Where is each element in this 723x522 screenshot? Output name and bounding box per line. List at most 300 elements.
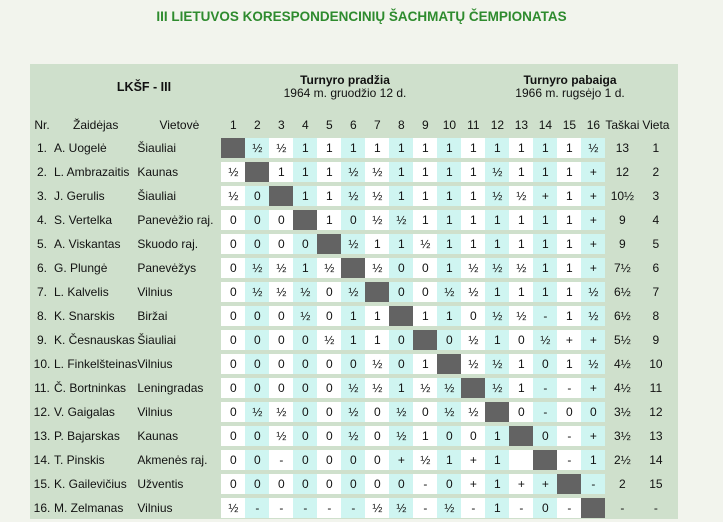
result-cell: 1 xyxy=(437,210,461,230)
result-cell: 1 xyxy=(509,378,533,398)
row-number: 6. xyxy=(36,261,47,275)
result-cell: 1 xyxy=(317,210,341,230)
result-cell: + xyxy=(533,474,557,494)
result-cell: 0 xyxy=(317,402,341,422)
result-cell: 1 xyxy=(461,186,485,206)
result-cell: 0 xyxy=(389,354,413,374)
points-value: 4½ xyxy=(614,357,631,371)
result-cell: 1 xyxy=(485,474,509,494)
player-name: G. Plungė xyxy=(54,261,108,275)
result-cell: 1 xyxy=(557,210,581,230)
place-value: 2 xyxy=(652,165,660,179)
result-cell: 0 xyxy=(221,354,245,374)
result-cell: + xyxy=(581,378,605,398)
result-cell: + xyxy=(581,330,605,350)
result-cell: 0 xyxy=(341,450,365,470)
col-player: Žaidėjas xyxy=(73,118,119,132)
result-cell: 0 xyxy=(389,474,413,494)
player-city: Vilnius xyxy=(137,405,173,419)
table-row xyxy=(30,450,672,470)
result-cell: 0 xyxy=(245,426,269,446)
result-cell: 1 xyxy=(389,234,413,254)
group-label: LKŠF - III xyxy=(116,80,172,94)
result-cell: 0 xyxy=(317,306,341,326)
result-cell: 1 xyxy=(485,234,509,254)
result-cell: + xyxy=(557,330,581,350)
result-cell: 1 xyxy=(389,138,413,158)
result-cell: 1 xyxy=(485,330,509,350)
result-cell: 0 xyxy=(221,426,245,446)
result-cell: 1 xyxy=(437,186,461,206)
result-cell: ½ xyxy=(413,450,437,470)
player-name: S. Vertelka xyxy=(54,213,113,227)
result-cell: 0 xyxy=(269,234,293,254)
row-number: 10. xyxy=(33,357,51,371)
result-cell: 0 xyxy=(269,210,293,230)
result-cell: 1 xyxy=(533,234,557,254)
place-value: 6 xyxy=(652,261,660,275)
table-row xyxy=(30,162,672,182)
result-cell: + xyxy=(509,474,533,494)
result-cell: - xyxy=(245,498,269,518)
result-cell: ½ xyxy=(437,378,461,398)
row-number: 7. xyxy=(36,285,47,299)
result-cell: 0 xyxy=(221,234,245,254)
result-cell: 0 xyxy=(317,426,341,446)
result-cell: + xyxy=(461,450,485,470)
player-name: L. Ambrazaitis xyxy=(54,165,130,179)
result-cell: + xyxy=(581,426,605,446)
result-cell: 0 xyxy=(221,306,245,326)
self-cell xyxy=(221,138,245,158)
result-cell: ½ xyxy=(581,354,605,374)
result-cell: 1 xyxy=(485,138,509,158)
result-cell: 1 xyxy=(293,186,317,206)
col-opponent-4: 4 xyxy=(302,118,309,132)
place-value: 13 xyxy=(649,429,663,443)
result-cell: 1 xyxy=(389,162,413,182)
result-cell: 0 xyxy=(245,234,269,254)
result-cell: 1 xyxy=(557,306,581,326)
col-opponent-3: 3 xyxy=(278,118,285,132)
result-cell: 1 xyxy=(557,258,581,278)
self-cell xyxy=(389,306,413,326)
row-number: 4. xyxy=(36,213,47,227)
table-row xyxy=(30,354,672,374)
result-cell: ½ xyxy=(341,402,365,422)
result-cell: ½ xyxy=(389,426,413,446)
result-cell: ½ xyxy=(461,282,485,302)
result-cell: + xyxy=(581,234,605,254)
result-cell: 1 xyxy=(293,138,317,158)
result-cell: 0 xyxy=(269,306,293,326)
result-cell: - xyxy=(557,378,581,398)
result-cell: ½ xyxy=(461,354,485,374)
result-cell: 0 xyxy=(461,426,485,446)
self-cell xyxy=(437,354,461,374)
place-value: 10 xyxy=(649,357,663,371)
result-cell: 1 xyxy=(413,306,437,326)
result-cell: 0 xyxy=(293,330,317,350)
self-cell xyxy=(461,378,485,398)
result-cell: 0 xyxy=(293,426,317,446)
result-cell: ½ xyxy=(269,426,293,446)
result-cell: ½ xyxy=(221,498,245,518)
place-value: 1 xyxy=(652,141,660,155)
result-cell: 1 xyxy=(533,138,557,158)
result-cell: 0 xyxy=(245,210,269,230)
player-city: Kaunas xyxy=(137,165,179,179)
result-cell: ½ xyxy=(221,186,245,206)
self-cell xyxy=(293,210,317,230)
result-cell: 1 xyxy=(533,162,557,182)
result-cell: 1 xyxy=(509,138,533,158)
points-value: 13 xyxy=(615,141,630,155)
result-cell: 0 xyxy=(533,426,557,446)
row-number: 3. xyxy=(36,189,47,203)
player-name: Č. Bortninkas xyxy=(54,381,127,395)
player-city: Panevėžys xyxy=(137,261,197,275)
result-cell: ½ xyxy=(485,306,509,326)
row-number: 12. xyxy=(33,405,51,419)
result-cell: 1 xyxy=(533,210,557,230)
col-points: Taškai xyxy=(605,118,640,132)
player-name: J. Gerulis xyxy=(54,189,105,203)
place-value: 5 xyxy=(652,237,660,251)
result-cell: - xyxy=(533,306,557,326)
player-city: Vilnius xyxy=(137,285,173,299)
player-name: A. Viskantas xyxy=(54,237,121,251)
result-cell: 0 xyxy=(509,330,533,350)
result-cell: 1 xyxy=(413,426,437,446)
player-name: T. Pinskis xyxy=(54,453,105,467)
points-value: 3½ xyxy=(614,405,631,419)
result-cell: 0 xyxy=(245,186,269,206)
player-city: Užventis xyxy=(137,477,184,491)
result-cell: 0 xyxy=(293,474,317,494)
result-cell: 1 xyxy=(533,282,557,302)
result-cell: 0 xyxy=(341,354,365,374)
result-cell: 1 xyxy=(557,354,581,374)
tournament-end xyxy=(470,74,670,100)
result-cell: - xyxy=(317,498,341,518)
result-cell: + xyxy=(581,162,605,182)
result-cell: ½ xyxy=(365,498,389,518)
result-cell: ½ xyxy=(341,186,365,206)
self-cell xyxy=(317,234,341,254)
result-cell: - xyxy=(461,498,485,518)
col-opponent-10: 10 xyxy=(442,118,457,132)
end-label: Turnyro pabaiga xyxy=(523,73,617,87)
result-cell: 1 xyxy=(437,138,461,158)
result-cell: 0 xyxy=(389,330,413,350)
result-cell: 0 xyxy=(221,282,245,302)
points-value: 7½ xyxy=(614,261,631,275)
row-number: 11. xyxy=(34,381,50,395)
result-cell: 1 xyxy=(485,282,509,302)
result-cell: ½ xyxy=(461,330,485,350)
result-cell: 0 xyxy=(509,402,533,422)
place-value: 14 xyxy=(649,453,663,467)
result-cell: 1 xyxy=(509,234,533,254)
result-cell: 1 xyxy=(365,330,389,350)
col-city: Vietovė xyxy=(159,118,200,132)
col-opponent-14: 14 xyxy=(538,118,553,132)
result-cell: 0 xyxy=(245,450,269,470)
result-cell: 1 xyxy=(413,354,437,374)
result-cell: 0 xyxy=(317,354,341,374)
result-cell: ½ xyxy=(245,282,269,302)
result-cell: 0 xyxy=(437,474,461,494)
row-number: 13. xyxy=(33,429,51,443)
start-label: Turnyro pradžia xyxy=(300,73,390,87)
result-cell: 1 xyxy=(293,258,317,278)
player-city: Panevėžio raj. xyxy=(137,213,214,227)
place-value: 15 xyxy=(649,477,663,491)
player-name: K. Česnauskas xyxy=(54,333,135,347)
result-cell: ½ xyxy=(221,162,245,182)
place-value: 9 xyxy=(652,333,660,347)
result-cell: ½ xyxy=(389,498,413,518)
row-number: 9. xyxy=(36,333,47,347)
col-opponent-12: 12 xyxy=(490,118,505,132)
col-opponent-16: 16 xyxy=(586,118,601,132)
table-row xyxy=(30,210,672,230)
player-city: Skuodo raj. xyxy=(137,237,199,251)
result-cell: 0 xyxy=(245,474,269,494)
points-value: 9 xyxy=(619,213,626,227)
player-name: M. Zelmanas xyxy=(54,501,124,515)
result-cell: 1 xyxy=(413,162,437,182)
points-value: 9 xyxy=(619,237,626,251)
player-city: Šiauliai xyxy=(137,141,177,155)
result-cell: - xyxy=(533,402,557,422)
col-opponent-15: 15 xyxy=(562,118,577,132)
player-city: Šiauliai xyxy=(137,189,177,203)
result-cell: 0 xyxy=(221,474,245,494)
result-cell: ½ xyxy=(245,138,269,158)
player-city: Šiauliai xyxy=(137,333,177,347)
player-name: A. Uogelė xyxy=(54,141,107,155)
self-cell xyxy=(557,474,581,494)
result-cell: 1 xyxy=(269,162,293,182)
place-value: 11 xyxy=(649,381,663,395)
result-cell: ½ xyxy=(437,282,461,302)
result-cell: 1 xyxy=(341,138,365,158)
points-value: 10½ xyxy=(610,189,635,203)
result-cell: + xyxy=(581,186,605,206)
result-cell: 1 xyxy=(485,210,509,230)
result-cell: 0 xyxy=(221,210,245,230)
player-city: Akmenės raj. xyxy=(137,453,208,467)
result-cell: 1 xyxy=(485,498,509,518)
result-cell: + xyxy=(581,210,605,230)
col-opponent-7: 7 xyxy=(374,118,381,132)
result-cell: ½ xyxy=(317,330,341,350)
result-cell: - xyxy=(269,498,293,518)
player-city: Kaunas xyxy=(137,429,179,443)
result-cell: 0 xyxy=(365,474,389,494)
result-cell: + xyxy=(389,450,413,470)
table-row xyxy=(30,186,672,206)
result-cell: ½ xyxy=(581,306,605,326)
result-cell: 1 xyxy=(413,138,437,158)
result-cell: 1 xyxy=(461,210,485,230)
points-value: - xyxy=(620,501,625,515)
result-cell: 0 xyxy=(269,378,293,398)
result-cell: 0 xyxy=(389,282,413,302)
points-value: 4½ xyxy=(614,381,631,395)
result-cell: 0 xyxy=(293,378,317,398)
result-cell: ½ xyxy=(533,330,557,350)
result-cell: ½ xyxy=(485,378,509,398)
col-opponent-2: 2 xyxy=(254,118,261,132)
result-cell: ½ xyxy=(365,258,389,278)
result-cell: 0 xyxy=(341,474,365,494)
result-cell: - xyxy=(341,498,365,518)
player-name: L. Finkelšteinas xyxy=(54,357,138,371)
result-cell: 1 xyxy=(317,162,341,182)
row-number: 15. xyxy=(33,477,51,491)
result-cell: ½ xyxy=(437,498,461,518)
result-cell: 1 xyxy=(413,210,437,230)
row-number: 14. xyxy=(33,453,51,467)
place-value: 3 xyxy=(652,189,660,203)
result-cell: 1 xyxy=(389,378,413,398)
result-cell: 0 xyxy=(533,354,557,374)
result-cell: 1 xyxy=(437,306,461,326)
player-name: L. Kalvelis xyxy=(54,285,109,299)
start-date: 1964 m. gruodžio 12 d. xyxy=(283,86,407,100)
result-cell: ½ xyxy=(413,234,437,254)
result-cell: 1 xyxy=(533,258,557,278)
table-row xyxy=(30,378,672,398)
result-cell: 1 xyxy=(317,138,341,158)
row-number: 5. xyxy=(36,237,47,251)
result-cell: 1 xyxy=(365,138,389,158)
result-cell: 0 xyxy=(293,234,317,254)
result-cell: ½ xyxy=(461,402,485,422)
result-cell: 1 xyxy=(557,234,581,254)
result-cell: ½ xyxy=(269,258,293,278)
crosstable xyxy=(30,64,678,519)
result-cell: ½ xyxy=(341,378,365,398)
table-row xyxy=(30,258,672,278)
result-cell: 0 xyxy=(317,474,341,494)
result-cell: 0 xyxy=(221,450,245,470)
col-opponent-11: 11 xyxy=(467,118,480,132)
result-cell: 0 xyxy=(293,402,317,422)
result-cell: 0 xyxy=(245,378,269,398)
result-cell: + xyxy=(581,258,605,278)
result-cell: - xyxy=(509,498,533,518)
result-cell: 0 xyxy=(221,258,245,278)
result-cell: ½ xyxy=(341,234,365,254)
result-cell: 1 xyxy=(413,186,437,206)
col-place: Vieta xyxy=(642,118,670,132)
col-opponent-6: 6 xyxy=(350,118,357,132)
result-cell: ½ xyxy=(245,258,269,278)
self-cell xyxy=(341,258,365,278)
table-row xyxy=(30,474,672,494)
points-value: 5½ xyxy=(614,333,631,347)
result-cell: 0 xyxy=(365,426,389,446)
result-cell: 0 xyxy=(317,450,341,470)
result-cell: 0 xyxy=(245,330,269,350)
result-cell: 0 xyxy=(293,450,317,470)
result-cell: ½ xyxy=(461,258,485,278)
result-cell: 0 xyxy=(245,354,269,374)
points-value: 6½ xyxy=(614,309,631,323)
col-nr: Nr. xyxy=(34,118,50,132)
result-cell: - xyxy=(293,498,317,518)
result-cell: ½ xyxy=(365,186,389,206)
result-cell: 0 xyxy=(221,402,245,422)
result-cell: ½ xyxy=(341,426,365,446)
result-cell: 1 xyxy=(365,306,389,326)
result-cell: 0 xyxy=(365,402,389,422)
place-value: 12 xyxy=(649,405,663,419)
player-name: V. Gaigalas xyxy=(54,405,115,419)
row-number: 16. xyxy=(33,501,51,515)
result-cell: 0 xyxy=(317,378,341,398)
result-cell: 0 xyxy=(317,282,341,302)
result-cell: 0 xyxy=(437,426,461,446)
self-cell xyxy=(533,450,557,470)
result-cell: 1 xyxy=(437,450,461,470)
result-cell: 1 xyxy=(509,210,533,230)
result-cell: 0 xyxy=(269,474,293,494)
result-cell: ½ xyxy=(485,258,509,278)
result-cell: 1 xyxy=(317,186,341,206)
result-cell: ½ xyxy=(317,258,341,278)
col-opponent-5: 5 xyxy=(326,118,333,132)
result-cell: 1 xyxy=(461,138,485,158)
result-cell: 0 xyxy=(437,330,461,350)
result-cell: ½ xyxy=(365,162,389,182)
result-cell: 1 xyxy=(389,186,413,206)
player-city: Vilnius xyxy=(137,357,173,371)
result-cell: ½ xyxy=(389,210,413,230)
result-cell: 0 xyxy=(581,402,605,422)
result-cell: ½ xyxy=(581,138,605,158)
col-opponent-9: 9 xyxy=(422,118,429,132)
page-title: III LIETUVOS KORESPONDENCINIŲ ŠACHMATŲ ČEMPIONATAS xyxy=(156,9,567,24)
row-number: 1. xyxy=(36,141,47,155)
result-cell: ½ xyxy=(509,306,533,326)
player-city: Biržai xyxy=(137,309,168,323)
result-cell: 1 xyxy=(509,162,533,182)
table-row xyxy=(30,426,672,446)
table-row xyxy=(30,282,672,302)
row-number: 2. xyxy=(36,165,47,179)
points-value: 2½ xyxy=(614,453,631,467)
result-cell: - xyxy=(413,474,437,494)
result-cell: - xyxy=(557,450,581,470)
result-cell: ½ xyxy=(245,402,269,422)
result-cell: ½ xyxy=(581,282,605,302)
result-cell: ½ xyxy=(485,354,509,374)
result-cell: + xyxy=(461,474,485,494)
player-city: Leningradas xyxy=(137,381,204,395)
result-cell: 1 xyxy=(557,282,581,302)
self-cell xyxy=(269,186,293,206)
tournament-start xyxy=(245,74,445,100)
place-value: 8 xyxy=(652,309,660,323)
result-cell: ½ xyxy=(509,186,533,206)
result-cell: 0 xyxy=(461,306,485,326)
player-name: P. Bajarskas xyxy=(54,429,120,443)
